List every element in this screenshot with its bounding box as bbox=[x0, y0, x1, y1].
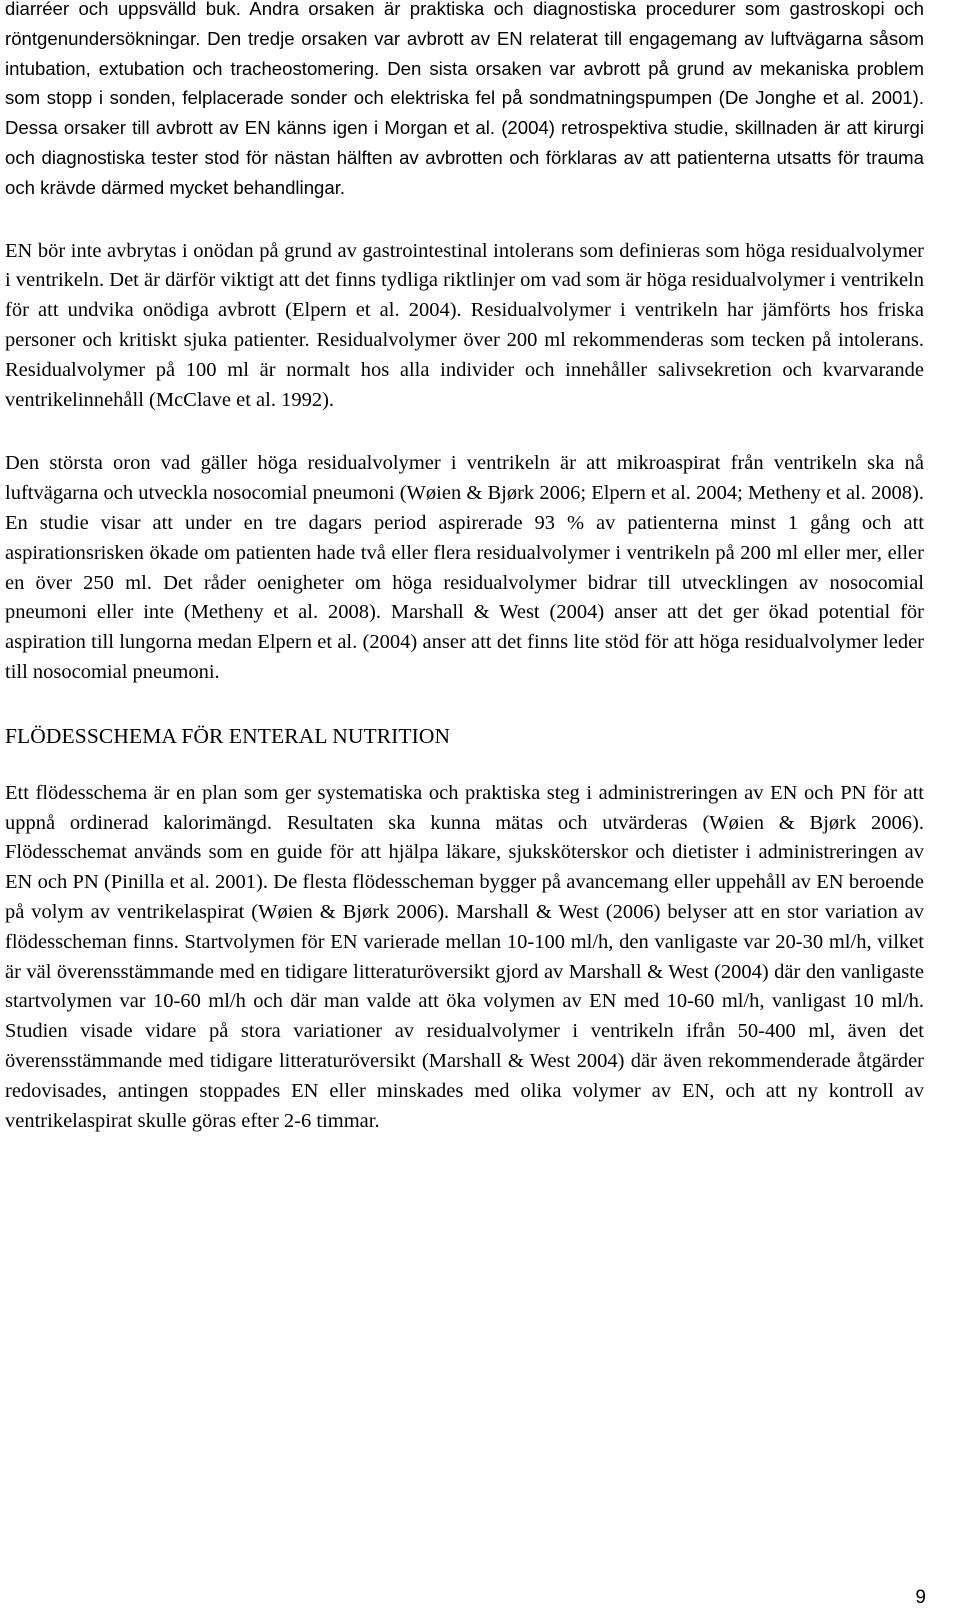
document-page bbox=[5, 0, 924, 1136]
paragraph-flowchart: Ett flödesschema är en plan som ger systematiska och praktiska steg i administreringen av EN och PN för att uppnå ordinerad kalorimängd. Resultaten ska kunna mätas och utvärderas (Wøien & Bjørk 2006). Flödesschemat används som en guide för att hjälpa läkare, sjuksköterskor och dietister i administreringen av EN och PN (Pinilla et al. 2001). De flesta flödesscheman bygger på avancemang eller uppehåll av EN beroende på volym av ventrikelaspirat (Wøien & Bjørk 2006). Marshall & West (2006) belyser att en stor variation av flödesscheman finns. Startvolymen för EN varierade mellan 10-100 ml/h, den vanligaste var 20-30 ml/h, vilket är väl överensstämmande med en tidigare litteraturöversikt gjord av Marshall & West (2004) där den vanligaste startvolymen var 10-60 ml/h och där man valde att öka volymen av EN med 10-60 ml/h, vanligast 10 ml/h. Studien visade vidare på stora variationer av residualvolymer i ventrikeln ifrån 50-400 ml, även det överensstämmande med tidigare litteraturöversikt (Marshall & West 2004) där även rekommenderade åtgärder redovisades, antingen stoppades EN eller minskades med olika volymer av EN, och att ny kontroll av ventrikelaspirat skulle göras efter 2-6 timmar. bbox=[5, 781, 924, 1132]
paragraph-delivery-interruptions: diarréer och uppsvälld buk. Andra orsaken är praktiska och diagnostiska procedurer som gastroskopi och röntgenundersökningar. Den tredje orsaken var avbrott av EN relaterat till engagemang av luftvägarna såsom intubation, extubation och tracheostomering. Den sista orsaken var avbrott på grund av mekaniska problem som stopp i sonden, felplacerade sonder och elektriska fel på sondmatningspumpen (De Jonghe et al. 2001). Dessa orsaker till avbrott av EN känns igen i Morgan et al. (2004) retrospektiva studie, skillnaden är att kirurgi och diagnostiska tester stod för nästan hälften av avbrotten och förklaras av att patienterna utsatts för trauma och krävde därmed mycket behandlingar. bbox=[5, 0, 924, 198]
paragraph-residual-volumes: EN bör inte avbrytas i onödan på grund av gastrointestinal intolerans som definieras som höga residualvolymer i ventrikeln. Det är därför viktigt att det finns tydliga riktlinjer om vad som är höga residualvolymer i ventrikeln för att undvika onödiga avbrott (Elpern et al. 2004). Residualvolymer i ventrikeln har jämförts hos friska personer och kritiskt sjuka patienter. Residualvolymer över 200 ml rekommenderas som tecken på intolerans. Residualvolymer på 100 ml är normalt hos alla individer och innehåller salivsekretion och kvarvarande ventrikelinnehåll (McClave et al. 1992). bbox=[5, 239, 924, 411]
page-number: 9 bbox=[915, 1587, 926, 1608]
paragraph-aspiration-risk: Den största oron vad gäller höga residualvolymer i ventrikeln är att mikroaspirat från ventrikeln ska nå luftvägarna och utveckla nosocomial pneumoni (Wøien & Bjørk 2006; Elpern et al. 2004; Metheny et al. 2008). En studie visar att under en tre dagars period aspirerade 93 % av patienterna minst 1 gång och att aspirationsrisken ökade om patienten hade två eller flera residualvolymer i ventrikeln på 200 ml eller mer, eller en över 250 ml. Det råder oenigheter om höga residualvolymer bidrar till utvecklingen av nosocomial pneumoni eller inte (Metheny et al. 2008). Marshall & West (2004) anser att det ger ökad potential för aspiration till lungorna medan Elpern et al. (2004) anser att det finns lite stöd för att höga residualvolymer leder till nosocomial pneumoni. bbox=[5, 452, 924, 683]
section-heading: FLÖDESSCHEMA FÖR ENTERAL NUTRITION bbox=[5, 723, 451, 748]
